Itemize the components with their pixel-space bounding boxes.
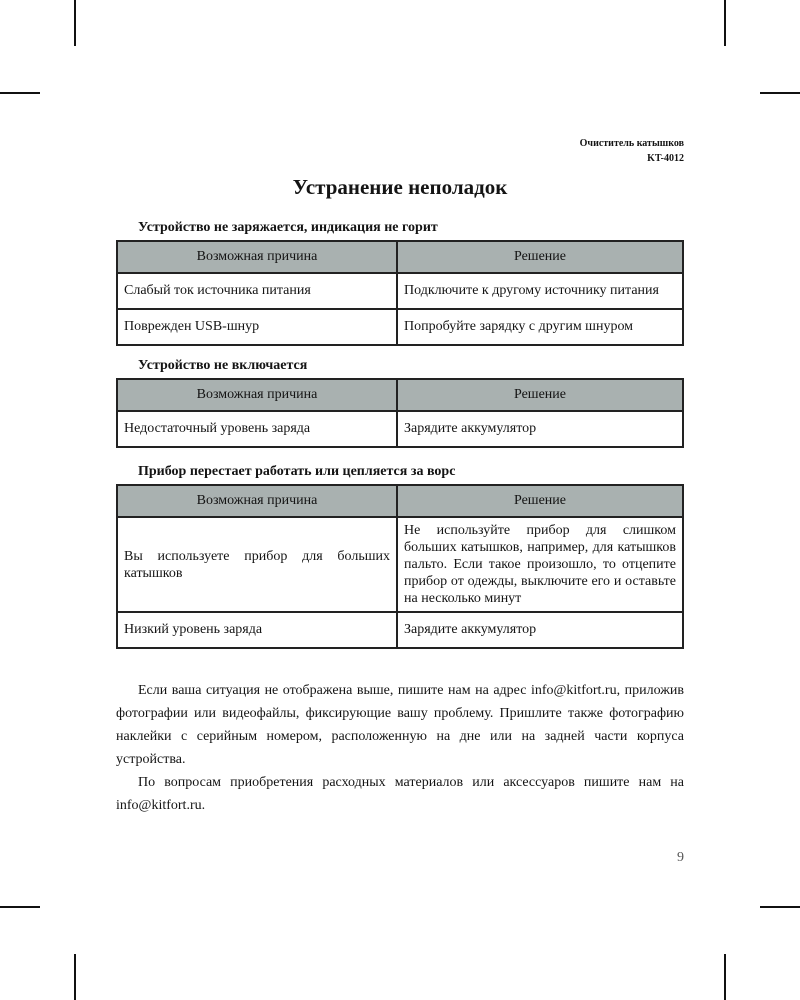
column-header-solution: Решение [397,379,683,411]
table-row [117,612,683,648]
crop-mark [760,906,800,908]
crop-mark [74,0,76,46]
solution-cell: Подключите к другому источнику питания [397,273,683,309]
crop-mark [74,954,76,1000]
solution-cell: Зарядите аккумулятор [397,411,683,447]
cause-cell: Слабый ток источника питания [117,273,397,309]
table-header-row [117,379,683,411]
running-header [580,136,684,166]
column-header-cause: Возможная причина [117,241,397,273]
paragraph: По вопросам приобретения расходных материалов или аксессуаров пишите нам на info@kitfort.ru. [116,775,684,813]
table-header-row [117,485,683,517]
crop-mark [760,92,800,94]
section-not-turning-on [116,358,684,448]
section-not-charging [116,220,684,346]
cause-cell: Вы используете прибор для больших катышков [117,517,397,612]
solution-cell: Зарядите аккумулятор [397,612,683,648]
cause-cell: Недостаточный уровень заряда [117,411,397,447]
table-row [117,517,683,612]
table-row [117,273,683,309]
section-title: Прибор перестает работать или цепляется за ворс [138,464,456,479]
header-model: KT-4012 [647,153,684,164]
table-row [117,309,683,345]
column-header-cause: Возможная причина [117,379,397,411]
paragraph: Если ваша ситуация не отображена выше, пишите нам на адрес info@kitfort.ru, приложив фотографии или видеофайлы, фиксирующие вашу проблему. Пришлите также фотографию наклейки с серийным номером, расположенную на дне или на задней части корпуса устройства. [116,683,684,767]
contact-text [116,679,684,817]
column-header-cause: Возможная причина [117,485,397,517]
crop-mark [0,906,40,908]
crop-mark [724,0,726,46]
table-row [117,411,683,447]
column-header-solution: Решение [397,241,683,273]
solution-cell: Не используйте прибор для слишком больших катышков, например, для катышков пальто. Если такое произошло, то отцепите прибор от одежды, выключите его и оставьте на несколько минут [397,517,683,612]
cause-cell: Поврежден USB-шнур [117,309,397,345]
troubleshooting-table [116,240,684,346]
section-stops-working [116,464,684,649]
page-title: Устранение неполадок [292,175,508,199]
section-title: Устройство не включается [138,358,308,373]
cause-cell: Низкий уровень заряда [117,612,397,648]
page-number: 9 [677,850,684,865]
section-title: Устройство не заряжается, индикация не горит [138,220,438,235]
crop-mark [724,954,726,1000]
header-product-name: Очиститель катышков [579,138,684,149]
solution-cell: Попробуйте зарядку с другим шнуром [397,309,683,345]
troubleshooting-table [116,378,684,448]
table-header-row [117,241,683,273]
troubleshooting-table [116,484,684,649]
column-header-solution: Решение [397,485,683,517]
crop-mark [0,92,40,94]
